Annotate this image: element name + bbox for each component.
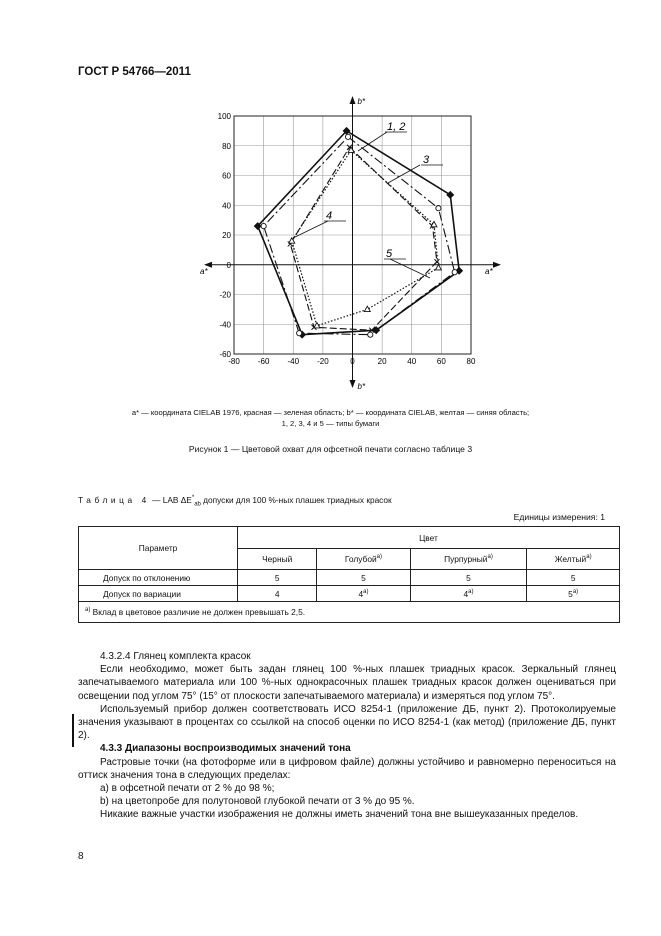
col-header: Черный — [238, 549, 317, 570]
y-tick-label: 80 — [222, 141, 231, 151]
data-point — [436, 206, 441, 211]
col-header: Желтый$^{а)}$ — [527, 549, 620, 570]
list-item-b: b) на цветопробе для полутоновой глубокой печати от 3 % до 95 %. — [100, 796, 415, 808]
data-point — [297, 331, 302, 336]
data-point — [368, 332, 373, 337]
x-tick-label: 40 — [407, 357, 417, 366]
document-header: ГОСТ Р 54766—2011 — [78, 66, 191, 78]
curve-label: 4 — [326, 210, 333, 222]
a-axis-label-right: a* — [485, 266, 493, 276]
data-point — [435, 265, 441, 270]
chart-legend-line1: a* — координата CIELAB 1976, красная — зеленая область; b* — координата CIELAB, желтая — синяя область; — [131, 408, 530, 417]
col-group-header: Цвет — [238, 527, 620, 549]
chart-legend-line2: 1, 2, 3, 4 и 5 — типы бумаги — [281, 419, 380, 428]
col-header: Голубой$^{а)}$ — [317, 549, 410, 570]
chart-series — [254, 127, 463, 339]
paragraph-tone: Растровые точки (на фотоформе или в цифровом файле) должны устойчиво и равномерно переноситься на оттиск значения тона в следующих пределах: — [78, 756, 616, 781]
heading-433: 4.3.3 Диапазоны воспроизводимых значений тона — [100, 743, 351, 755]
x-tick-label: 20 — [377, 357, 387, 366]
y-tick-label: -20 — [219, 290, 231, 300]
page-number: 8 — [78, 851, 84, 862]
x-tick-label: 60 — [436, 357, 446, 366]
curve-label: 1, 2 — [387, 121, 406, 133]
col-param-header: Параметр — [79, 527, 238, 570]
paragraph-instrument: Используемый прибор должен соответствовать ИСО 8254-1 (приложение ДБ, пункт 2). Протоколируемые значения указывают в процентах со ссылкой на способ оценки по ИСО 8254-1 (как метод) (приложение ДБ, пункт 2). — [78, 703, 616, 742]
x-tick-label: 0 — [350, 357, 355, 366]
table-row: Допуск по отклонению 5 5 5 5 — [79, 570, 620, 586]
change-bar — [72, 714, 74, 747]
table-caption: Таблица 4 — LAB $\Delta E^*_{ab}$ допуски для 100 %-ных плашек триадных красок — [78, 495, 392, 508]
table-units: Единицы измерения: 1 — [513, 512, 605, 522]
table-caption-sub: ab — [194, 501, 201, 508]
y-tick-label: -60 — [219, 350, 231, 359]
paragraph-gloss: Если необходимо, может быть задан глянец 100 %-ных плашек триадных красок. Зеркальный глянец запечатываемого материала или 100 %-ных однокрасочных плашек триадных красок должен оцениваться при освещении под углом 75° (15° от плоскости запечатываемого материала) и измеряться под углом 75°. — [78, 664, 616, 702]
paragraph-limits: Никакие важные участки изображения не должны иметь значений тона вне вышеуказанных пределов. — [100, 809, 579, 821]
data-point — [345, 134, 350, 139]
curve-label: 5 — [386, 248, 393, 260]
body-text — [78, 650, 616, 822]
data-point — [364, 306, 370, 311]
table-caption-lab: — LAB ΔE — [149, 495, 192, 505]
data-point — [431, 221, 437, 226]
b-axis-label-bottom: b* — [357, 382, 366, 391]
curve-label: 3 — [423, 154, 430, 166]
data-point — [452, 270, 457, 275]
figure-caption: Рисунок 1 — Цветовой охват для офсетной печати согласно таблице 3 — [188, 444, 473, 454]
b-axis-arrow-down — [350, 380, 356, 388]
curve-label-leader — [390, 259, 430, 278]
x-tick-label: -20 — [317, 357, 329, 366]
y-tick-label: -40 — [219, 320, 231, 330]
x-tick-label: -40 — [287, 357, 300, 366]
y-tick-label: 40 — [222, 201, 231, 211]
data-point — [434, 259, 439, 264]
a-axis-arrow-right — [493, 262, 501, 268]
table-caption-rest: допуски для 100 %-ных плашек триадных красок — [200, 495, 392, 505]
table-row: Допуск по вариации 4 $4^{а)}$ $4^{а)}$ $5^{а)}$ — [79, 586, 620, 602]
y-tick-label: 100 — [217, 112, 231, 121]
data-point — [261, 223, 266, 228]
y-tick-label: 20 — [222, 231, 231, 240]
y-tick-label: 60 — [222, 171, 231, 181]
gamut-chart — [0, 0, 661, 420]
heading-4324: 4.3.2.4 Глянец комплекта красок — [100, 651, 251, 662]
series-line-2 — [264, 137, 455, 335]
col-header: Пурпурный$^{а)}$ — [410, 549, 527, 570]
x-tick-label: 80 — [466, 357, 476, 366]
b-axis-arrow-up — [350, 96, 356, 104]
a-axis-label-left: a* — [200, 266, 208, 276]
list-item-a: a) в офсетной печати от 2 % до 98 %; — [100, 783, 275, 795]
x-tick-label: -60 — [257, 357, 270, 366]
y-tick-label: 0 — [226, 260, 231, 270]
tolerance-table — [78, 526, 620, 623]
x-tick-label: -80 — [228, 357, 240, 366]
table-caption-prefix: Таблица 4 — [78, 495, 150, 505]
series-line-4 — [292, 150, 439, 326]
data-point — [446, 191, 454, 199]
chart-curve-labels — [293, 121, 443, 278]
table-footnote: $^{а)}$ Вклад в цветовое различие не должен превышать 2,5. — [79, 602, 620, 623]
b-axis-label-top: b* — [357, 97, 366, 106]
chart-ticks — [218, 112, 476, 366]
